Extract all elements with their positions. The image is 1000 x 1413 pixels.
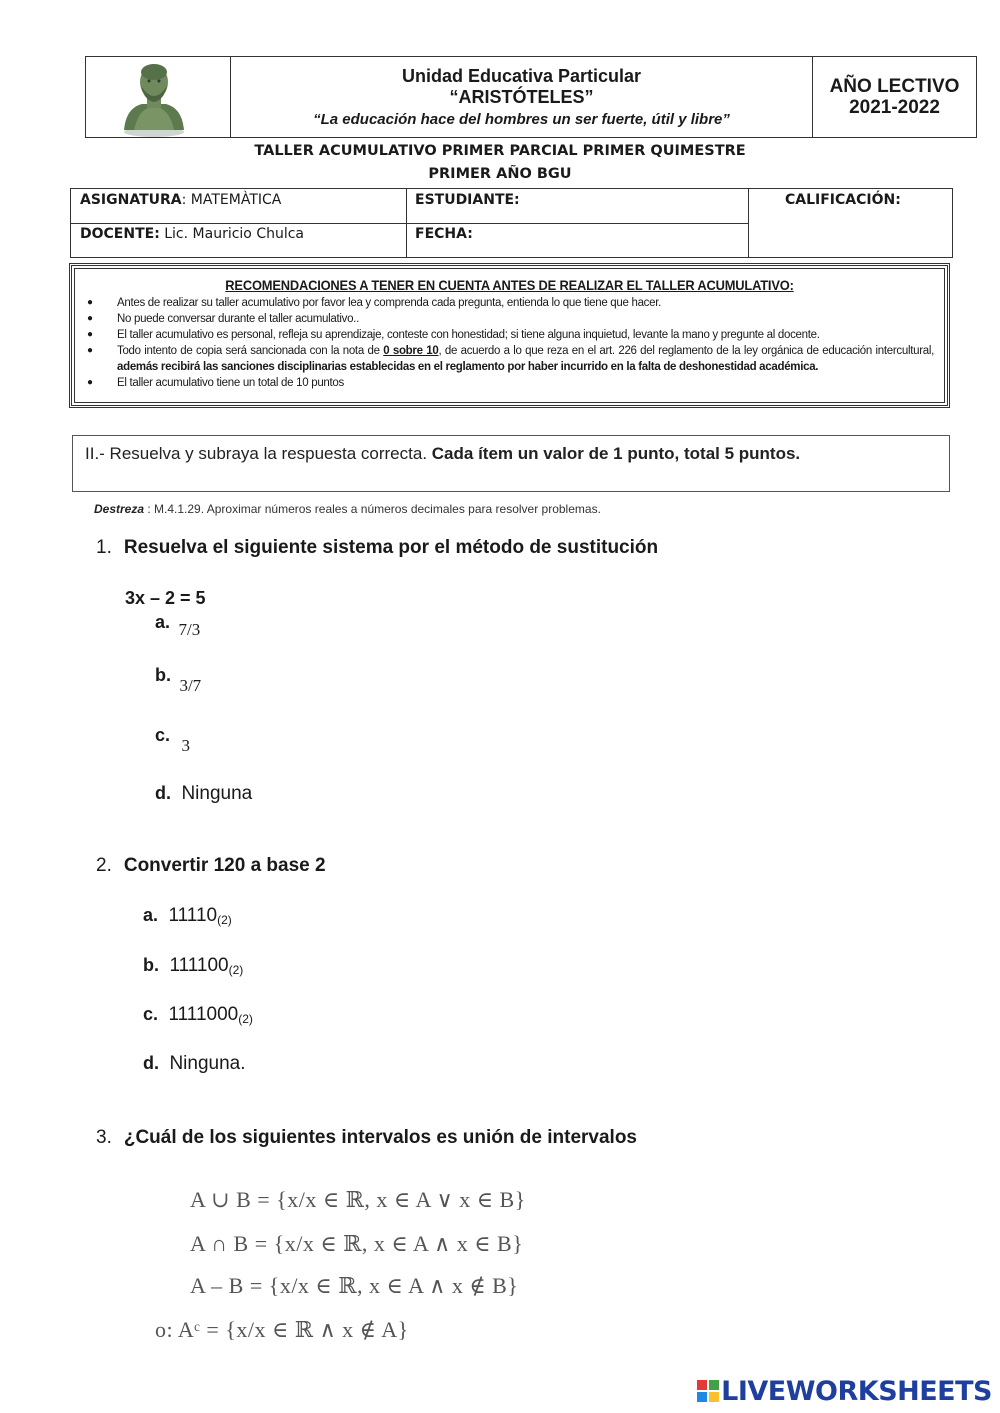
skill-line [94, 502, 601, 516]
list-item: ● El taller acumulativo es personal, refleja su aprendizaje, conteste con honestidad; si tiene alguna inquietud, levante la mano y pregunte al docente. [87, 329, 820, 341]
brand-name: LIVEWORKSHEETS [721, 1376, 992, 1407]
q2-option-d[interactable]: d. Ninguna. [143, 1053, 246, 1074]
grade-cell[interactable] [748, 189, 952, 257]
q2-option-b[interactable]: b. 111100(2) [143, 955, 244, 977]
student-cell[interactable] [406, 189, 748, 223]
list-item: ● No puede conversar durante el taller acumulativo.. [87, 313, 359, 325]
question-1-equation: 3x – 2 = 5 [125, 588, 206, 608]
q3-option-union[interactable]: A ∪ B = {x/x ∈ ℝ, x ∈ A ∨ x ∈ B} [190, 1187, 526, 1212]
q2-option-c[interactable]: c. 1111000(2) [143, 1004, 253, 1026]
q2-option-a[interactable]: a. 11110(2) [143, 905, 232, 927]
q1-option-a[interactable]: a. 7/3 [155, 612, 201, 639]
recommendations-list [75, 295, 944, 391]
recommendations-title: RECOMENDACIONES A TENER EN CUENTA ANTES DE REALIZAR EL TALLER ACUMULATIVO: [225, 277, 794, 293]
section-text: II.- Resuelva y subraya la respuesta correcta. [85, 444, 428, 463]
date-label: FECHA: [415, 226, 473, 242]
year-label: AÑO LECTIVO [829, 76, 960, 97]
q3-option-difference[interactable]: A – B = {x/x ∈ ℝ, x ∈ A ∧ x ∉ B} [190, 1273, 519, 1298]
teacher-label: DOCENTE: [80, 226, 160, 242]
school-header [85, 56, 977, 138]
question-3-title: 3. ¿Cuál de los siguientes intervalos es unión de intervalos [96, 1127, 637, 1148]
liveworksheets-icon [697, 1380, 719, 1402]
school-name: Unidad Educativa Particular [401, 66, 642, 86]
school-info-cell [231, 57, 813, 137]
skill-label: Destreza [94, 502, 145, 516]
liveworksheets-logo[interactable] [697, 1376, 992, 1407]
date-cell[interactable] [406, 223, 748, 257]
student-info-table [70, 188, 953, 258]
recommendations-box [69, 263, 950, 408]
list-item: ● Antes de realizar su taller acumulativo por favor lea y comprenda cada pregunta, entienda lo que tiene que hacer. [87, 297, 662, 309]
q1-option-d[interactable]: d. Ninguna [155, 783, 253, 804]
school-motto: “La educación hace del hombres un ser fuerte, útil y libre” [313, 111, 730, 128]
worksheet-subtitle: PRIMER AÑO BGU [428, 166, 572, 182]
list-item: ● El taller acumulativo tiene un total de 10 puntos [87, 377, 344, 389]
school-title: “ARISTÓTELES” [449, 87, 594, 107]
year-value: 2021-2022 [849, 97, 940, 118]
aristotle-bust-icon [114, 60, 194, 138]
grade-label: CALIFICACIÓN: [785, 192, 901, 208]
subject-label: ASIGNATURA [80, 192, 182, 208]
subject-value: : MATEMÀTICA [181, 192, 282, 208]
list-item: ● Todo intento de copia será sancionada con la nota de 0 sobre 10, de acuerdo a lo que reza en el art. 226 del reglamento de la ley orgánica de educación intercultural, además recibirá las sanciones disciplinarias establecidas en el reglamento por haber incurrido en la falta de deshonestidad académica. [87, 345, 934, 373]
worksheet-title: TALLER ACUMULATIVO PRIMER PARCIAL PRIMER QUIMESTRE [254, 143, 746, 159]
student-label: ESTUDIANTE: [415, 192, 520, 208]
q3-option-complement[interactable]: o: Aᶜ = {x/x ∈ ℝ ∧ x ∉ A} [155, 1317, 409, 1342]
section-instructions [72, 435, 950, 492]
q3-option-intersection[interactable]: A ∩ B = {x/x ∈ ℝ, x ∈ A ∧ x ∈ B} [190, 1231, 524, 1256]
logo-cell [86, 57, 231, 137]
subject-cell [71, 189, 406, 223]
question-2-title: 2. Convertir 120 a base 2 [96, 855, 326, 876]
teacher-value: Lic. Mauricio Chulca [159, 226, 305, 242]
q1-option-c[interactable]: c. 3 [155, 725, 190, 755]
q1-option-b[interactable]: b. 3/7 [155, 665, 202, 695]
penalty-score: 0 sobre 10 [383, 345, 439, 357]
section-points: Cada ítem un valor de 1 punto, total 5 puntos. [431, 444, 801, 463]
school-year-cell [813, 57, 976, 137]
question-1-title: 1. Resuelva el siguiente sistema por el método de sustitución [96, 537, 659, 558]
skill-text: : M.4.1.29. Aproximar números reales a números decimales para resolver problemas. [144, 502, 601, 516]
teacher-cell [71, 223, 406, 257]
